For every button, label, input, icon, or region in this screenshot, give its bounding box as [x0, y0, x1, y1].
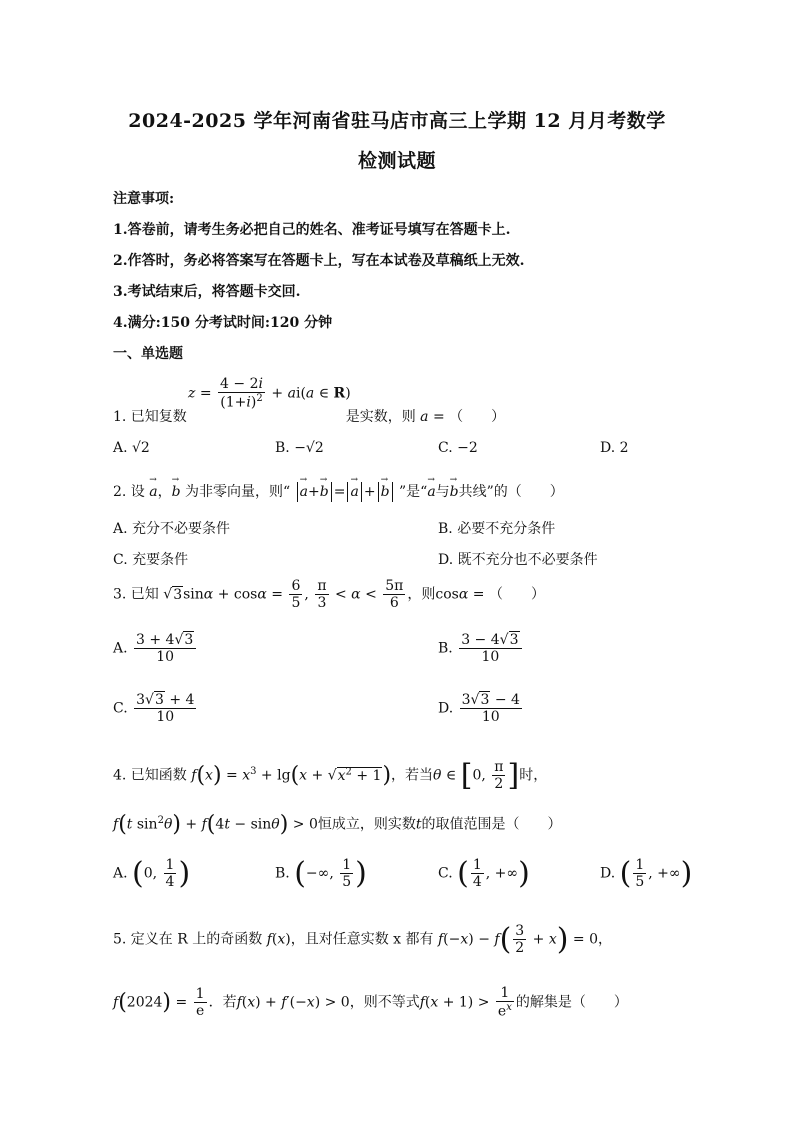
q4-option-d[interactable]: D. ( $\frac{1}{5}$ , +∞) — [600, 856, 693, 891]
q1-stem — [113, 406, 505, 426]
q1-blank: （ ） — [449, 409, 506, 425]
q2-option-a[interactable]: A. 充分不必要条件 — [113, 521, 231, 537]
exam-title: 2024-2025 学年河南省驻马店市高三上学期 12 月月考数学 — [128, 110, 666, 132]
q1-option-c[interactable]: C. −2 — [438, 440, 478, 456]
q4-stem-line2: f(t $\sin^2\theta) + f(4t - \sin\theta) > 0$恒成立，则实数t的取值范围是（ ） — [113, 812, 562, 837]
notice-item-4: 4.满分:150 分考试时间:120 分钟 — [113, 315, 333, 331]
q3-stem: 3. 已知 √3sinα + cosα = $\frac{6}{5}$ , $\frac{\pi}{3}$ < α < $\frac{5\pi}{6}$ ，则cosα = （ ） — [113, 578, 545, 612]
q5-stem-line2: f(2024) = $\frac{1}{e}$ ．若f(x) + f′(−x) > 0，则不等式f(x + 1) > $\frac{1}{e^x}$ 的解集是（ ） — [113, 985, 628, 1020]
q4-option-a[interactable]: A. (0, $\frac{1}{4}$ ) — [113, 856, 191, 891]
q4-option-b[interactable]: B. (−∞, $\frac{1}{5}$ ) — [275, 856, 367, 891]
q1-option-d[interactable]: D. 2 — [600, 440, 629, 456]
q1-prefix: 1. 已知复数 — [113, 409, 187, 425]
q2-option-b[interactable]: B. 必要不充分条件 — [438, 521, 556, 537]
q1-a-eq: a = — [420, 409, 445, 425]
exam-subtitle: 检测试题 — [357, 150, 436, 172]
q1-suffix: 是实数，则 — [345, 409, 416, 425]
q4-stem-line1: 4. 已知函数 $f(x) = x^3 + \lg(x + √x^2 + 1)$，若当θ ∈ [0, $\frac{\pi}{2}$ ]时， — [113, 758, 548, 793]
notice-header: 注意事项: — [113, 191, 175, 207]
notice-item-3: 3.考试结束后，将答题卡交回. — [113, 284, 301, 300]
q4-option-c[interactable]: C. ( $\frac{1}{4}$ , +∞) — [438, 856, 530, 891]
q3-option-a[interactable]: A. $\frac{3 + 4√3}{10}$ — [113, 632, 198, 665]
notice-item-2: 2.作答时，务必将答案写在答题卡上，写在本试卷及草稿纸上无效. — [113, 253, 525, 269]
q2-option-c[interactable]: C. 充要条件 — [113, 552, 189, 568]
q2-option-d[interactable]: D. 既不充分也不必要条件 — [438, 552, 598, 568]
q1-option-b[interactable]: B. −√2 — [275, 440, 324, 456]
section-title: 一、单选题 — [113, 346, 183, 362]
q1-formula: z = $\frac{4 - 2i}{(1+i)^2}$ + ai(a ∈ R) — [188, 376, 351, 411]
q3-option-c[interactable]: C. $\frac{3√3 + 4}{10}$ — [113, 692, 195, 726]
q3-option-d[interactable]: D. $\frac{3√3 - 4}{10}$ — [438, 692, 520, 726]
q2-stem: 2. 设 → a，→ b 为非零向量，则“ → a+→ b =→ a +→ b ”是“→ a与→ b共线”的（ ） — [113, 481, 564, 502]
q1-option-a[interactable]: A. √2 — [113, 440, 150, 456]
q5-stem-line1: 5. 定义在 R 上的奇函数 f(x)，且对任意实数 x 都有 f(−x) − f( $\frac{3}{2}$ + x) = 0， — [113, 922, 613, 957]
notice-item-1: 1.答卷前，请考生务必把自己的姓名、准考证号填写在答题卡上. — [113, 222, 511, 238]
q3-option-b[interactable]: B. $\frac{3 - 4√3}{10}$ — [438, 632, 524, 665]
